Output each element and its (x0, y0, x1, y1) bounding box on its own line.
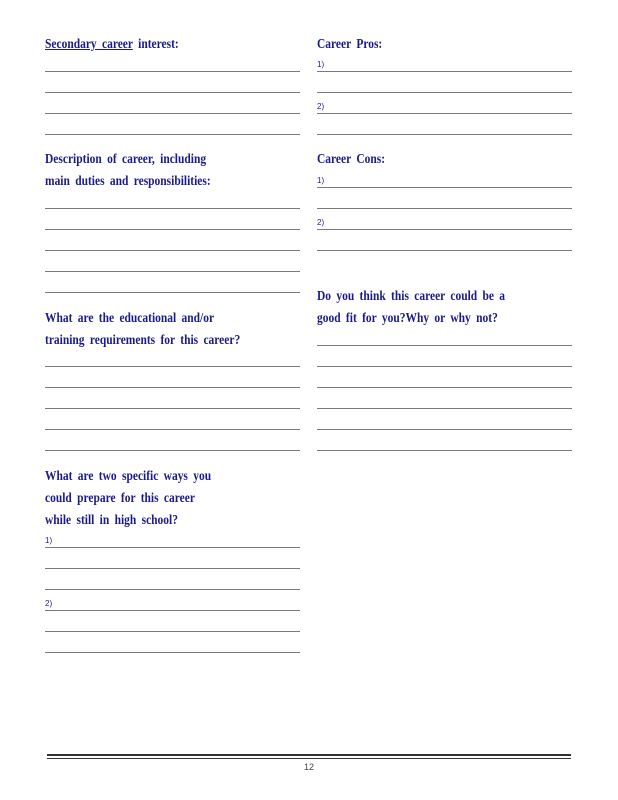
footer-divider-thin (47, 758, 571, 759)
secondary-interest-section (45, 34, 300, 56)
answer-line[interactable] (317, 92, 572, 93)
prepare-heading (45, 466, 300, 532)
answer-line[interactable] (45, 271, 300, 272)
description-heading (45, 149, 300, 193)
answer-line[interactable] (317, 187, 572, 188)
answer-line[interactable] (317, 113, 572, 114)
answer-line[interactable] (317, 429, 572, 430)
item-number-2: 2) (317, 102, 325, 111)
answer-line[interactable] (317, 229, 572, 230)
item-number-2: 2) (317, 218, 325, 227)
answer-line[interactable] (45, 568, 300, 569)
answer-line[interactable] (45, 292, 300, 293)
education-heading-line2: training requirements for this career? (45, 333, 241, 348)
secondary-career-label: Secondary career (45, 37, 133, 52)
item-number-1: 1) (317, 176, 325, 185)
answer-line[interactable] (317, 366, 572, 367)
answer-line[interactable] (45, 652, 300, 653)
cons-section (317, 149, 572, 171)
good-fit-heading-line2: good fit for you?Why or why not? (317, 311, 498, 326)
answer-line[interactable] (45, 450, 300, 451)
answer-line[interactable] (45, 610, 300, 611)
item-number-1: 1) (45, 536, 53, 545)
prepare-heading-line2: could prepare for this career (45, 491, 195, 506)
secondary-interest-heading (45, 34, 300, 56)
prepare-heading-line3: while still in high school? (45, 513, 178, 528)
answer-line[interactable] (45, 387, 300, 388)
answer-line[interactable] (45, 113, 300, 114)
pros-heading (317, 34, 572, 56)
answer-line[interactable] (45, 71, 300, 72)
education-section (45, 308, 300, 352)
item-number-1: 1) (317, 60, 325, 69)
answer-line[interactable] (45, 631, 300, 632)
answer-line[interactable] (45, 134, 300, 135)
answer-line[interactable] (45, 408, 300, 409)
cons-heading-text: Career Cons: (317, 152, 386, 167)
answer-line[interactable] (317, 408, 572, 409)
description-heading-line2: main duties and responsibilities: (45, 174, 211, 189)
answer-line[interactable] (45, 366, 300, 367)
pros-section (317, 34, 572, 56)
answer-line[interactable] (45, 250, 300, 251)
description-heading-line1: Description of career, including (45, 152, 207, 167)
prepare-heading-line1: What are two specific ways you (45, 469, 212, 484)
left-column (45, 0, 300, 800)
good-fit-section (317, 286, 572, 330)
answer-line[interactable] (45, 589, 300, 590)
answer-line[interactable] (45, 92, 300, 93)
answer-line[interactable] (45, 429, 300, 430)
good-fit-heading-line1: Do you think this career could be a (317, 289, 506, 304)
interest-label: interest: (132, 37, 179, 52)
cons-heading (317, 149, 572, 171)
pros-heading-text: Career Pros: (317, 37, 383, 52)
education-heading (45, 308, 300, 352)
answer-line[interactable] (317, 250, 572, 251)
right-column (317, 0, 572, 800)
good-fit-heading (317, 286, 572, 330)
answer-line[interactable] (317, 208, 572, 209)
answer-line[interactable] (45, 229, 300, 230)
answer-line[interactable] (45, 547, 300, 548)
footer-divider (47, 754, 571, 756)
prepare-section (45, 466, 300, 532)
page-number: 12 (303, 762, 314, 772)
answer-line[interactable] (317, 345, 572, 346)
answer-line[interactable] (317, 450, 572, 451)
answer-line[interactable] (317, 134, 572, 135)
answer-line[interactable] (45, 208, 300, 209)
education-heading-line1: What are the educational and/or (45, 311, 215, 326)
answer-line[interactable] (317, 71, 572, 72)
description-section (45, 149, 300, 193)
item-number-2: 2) (45, 599, 53, 608)
answer-line[interactable] (317, 387, 572, 388)
